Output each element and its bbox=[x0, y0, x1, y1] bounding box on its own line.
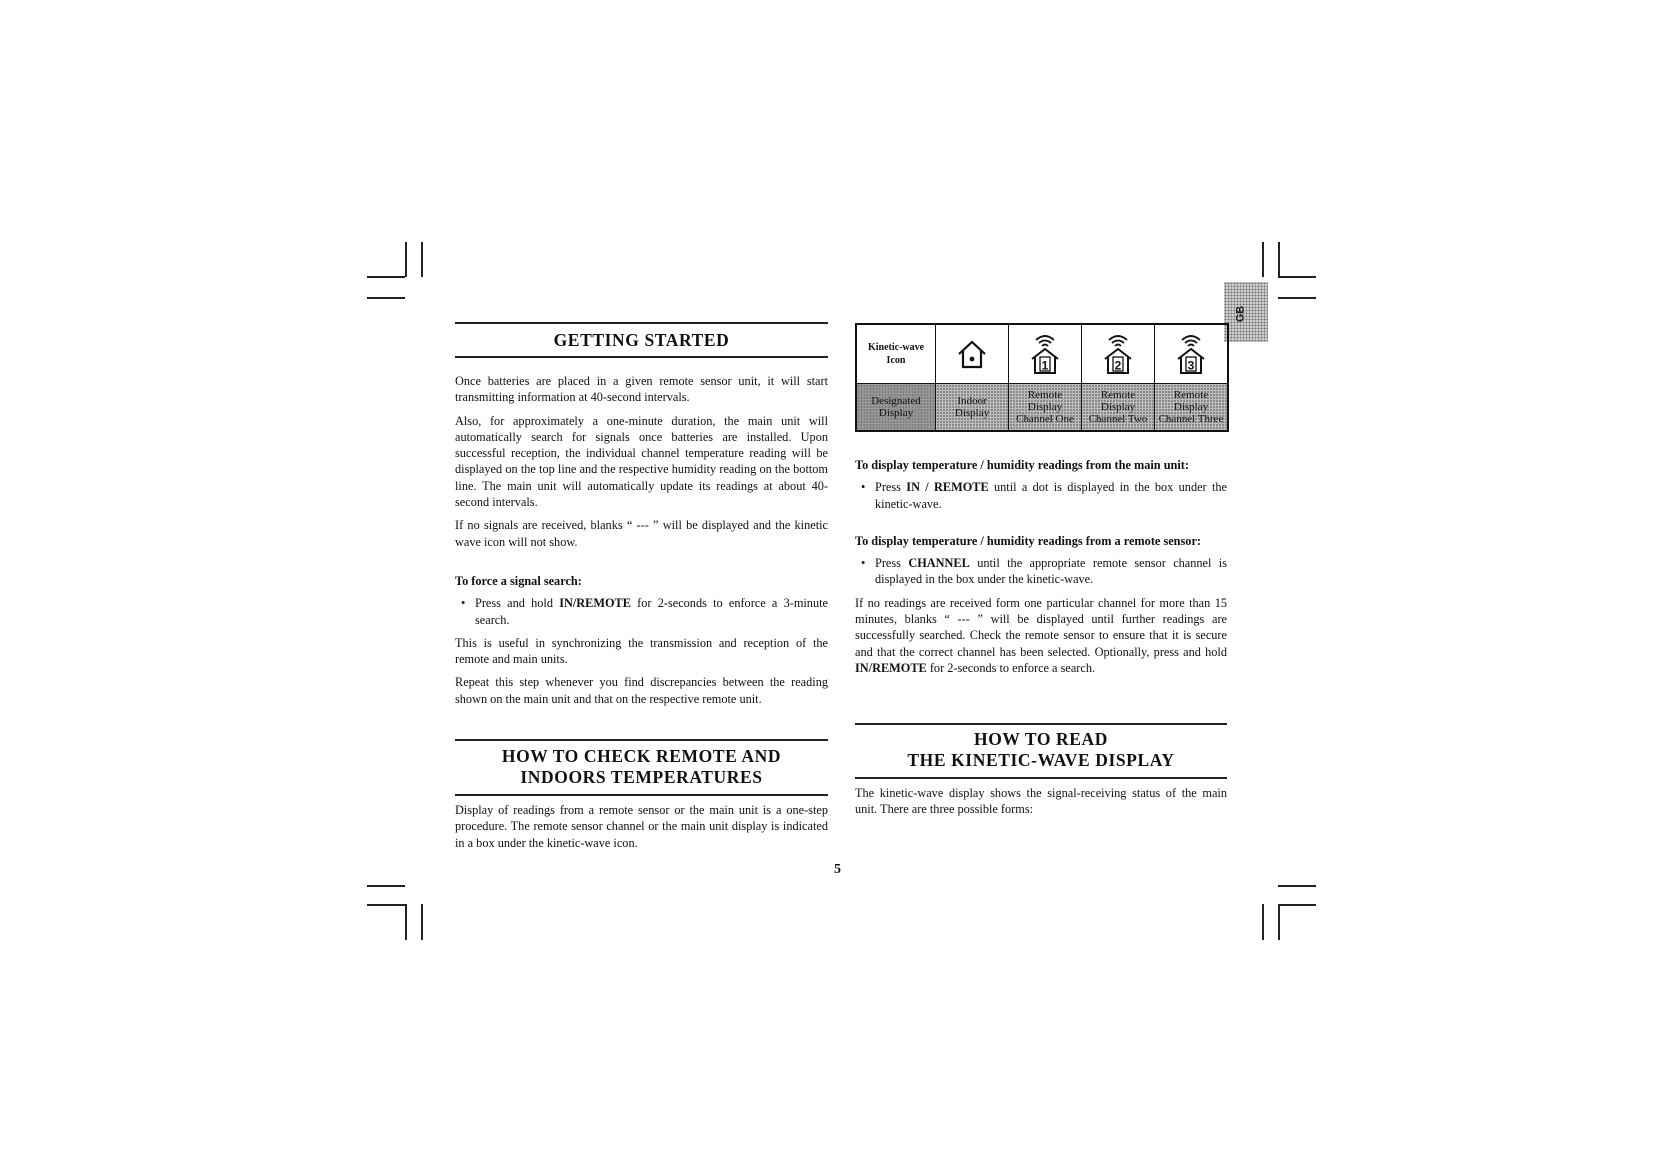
crop-mark bbox=[367, 885, 405, 887]
cell-text: Remote bbox=[1100, 389, 1136, 401]
subheading: To display temperature / humidity readings from the main unit: bbox=[855, 458, 1189, 472]
rule bbox=[455, 794, 828, 796]
section-title: HOW TO CHECK REMOTE AND bbox=[501, 746, 782, 766]
crop-mark bbox=[367, 904, 405, 906]
cell-text: Display bbox=[954, 407, 990, 419]
bullet-icon: • bbox=[861, 480, 866, 495]
paragraph: This is useful in synchronizing the transmission and reception of the remote and main units. bbox=[455, 635, 828, 667]
crop-mark bbox=[405, 904, 407, 940]
section-title: HOW TO READ bbox=[974, 729, 1108, 749]
cell-text: Designated bbox=[871, 395, 921, 407]
list-item bbox=[455, 595, 828, 628]
rule bbox=[455, 322, 828, 324]
paragraph: Display of readings from a remote sensor or the main unit is a one-step procedure. The remote sensor channel or the main unit display is indicated in a box under the kinetic-wave icon. bbox=[455, 803, 828, 850]
rule bbox=[455, 356, 828, 358]
crop-mark bbox=[1278, 276, 1316, 278]
table-cell-channel-two bbox=[1082, 384, 1155, 432]
bullet-icon: • bbox=[461, 596, 466, 611]
paragraph: The kinetic-wave display shows the signal-receiving status of the main unit. There are three possible forms: bbox=[855, 786, 1227, 817]
cell-text: Channel One bbox=[1016, 413, 1074, 425]
subheading: To force a signal search: bbox=[455, 573, 582, 588]
remote-channel-1-icon bbox=[1009, 324, 1082, 384]
text: If no readings are received form one particular channel for more than 15 minutes, blanks “ --- ” will be displayed until further readings are successfully searched. Check the remote sensor to ensure that it is secure and that the correct channel has been selected. Optionally, press and hold bbox=[855, 595, 1227, 659]
text: until a dot is displayed in the box under the kinetic-wave. bbox=[875, 480, 1227, 511]
cell-text: Display bbox=[878, 407, 914, 419]
text: Press and hold bbox=[475, 596, 560, 611]
crop-mark bbox=[1278, 904, 1280, 940]
svg-text:1: 1 bbox=[1041, 358, 1049, 373]
paragraph: Repeat this step whenever you find discrepancies between the reading shown on the main unit and that on the respective remote unit. bbox=[455, 675, 828, 706]
rule bbox=[855, 777, 1227, 779]
cell-text: Remote bbox=[1027, 389, 1063, 401]
section-title: INDOORS TEMPERATURES bbox=[520, 767, 763, 787]
indoor-house-icon bbox=[936, 324, 1009, 384]
remote-channel-3-icon bbox=[1155, 324, 1229, 384]
cell-text: Channel Three bbox=[1158, 413, 1224, 425]
text: for 2-seconds to enforce a search. bbox=[926, 660, 1096, 675]
button-name: IN/REMOTE bbox=[559, 596, 631, 611]
text: Press bbox=[875, 480, 907, 495]
crop-mark bbox=[421, 904, 423, 940]
button-name: IN / REMOTE bbox=[906, 480, 989, 495]
crop-mark bbox=[421, 242, 423, 277]
crop-mark bbox=[1278, 885, 1316, 887]
section-title: THE KINETIC-WAVE DISPLAY bbox=[907, 750, 1175, 770]
crop-mark bbox=[367, 297, 405, 299]
list-item bbox=[855, 555, 1227, 588]
table-cell-channel-one bbox=[1009, 384, 1082, 432]
header-text: Kinetic-wave bbox=[867, 342, 925, 353]
rule bbox=[855, 723, 1227, 725]
check-temps-section bbox=[455, 739, 828, 858]
crop-mark bbox=[1262, 242, 1264, 277]
language-tab-label: GB bbox=[1234, 305, 1247, 323]
button-name: CHANNEL bbox=[908, 556, 970, 571]
table-cell-channel-three bbox=[1155, 384, 1229, 432]
cell-text: Channel Two bbox=[1088, 413, 1148, 425]
language-tab bbox=[1224, 282, 1268, 342]
right-column bbox=[855, 457, 1227, 683]
header-text: Icon bbox=[886, 355, 906, 366]
svg-text:2: 2 bbox=[1114, 358, 1122, 373]
left-column bbox=[455, 322, 828, 714]
text: Press bbox=[875, 556, 909, 571]
crop-mark bbox=[405, 242, 407, 277]
cell-text: Display bbox=[1100, 401, 1136, 413]
crop-mark bbox=[1262, 904, 1264, 940]
crop-mark bbox=[367, 276, 405, 278]
crop-mark bbox=[1278, 904, 1316, 906]
kinetic-wave-table bbox=[855, 323, 1229, 432]
read-display-section bbox=[855, 723, 1227, 825]
text: until the appropriate remote sensor channel is displayed in the box under the kinetic-wave. bbox=[875, 556, 1227, 587]
rule bbox=[455, 739, 828, 741]
paragraph: If no signals are received, blanks “ --- ” will be displayed and the kinetic wave icon will not show. bbox=[455, 518, 828, 549]
paragraph: Also, for approximately a one-minute duration, the main unit will automatically search for signals once batteries are installed. Upon successful reception, the individual channel temperature reading will be displayed on the top line and the respective humidity reading on the bottom line. The main unit will automatically update its readings at about 40-second intervals. bbox=[455, 413, 828, 510]
text: for 2-seconds to enforce a 3-minute search. bbox=[475, 596, 828, 627]
remote-channel-2-icon bbox=[1082, 324, 1155, 384]
list-item bbox=[855, 479, 1227, 512]
bullet-icon: • bbox=[861, 556, 866, 571]
paragraph bbox=[855, 595, 1227, 676]
section-title: GETTING STARTED bbox=[553, 330, 730, 350]
button-name: IN/REMOTE bbox=[855, 660, 927, 675]
cell-text: Display bbox=[1027, 401, 1063, 413]
table-cell-designated bbox=[856, 384, 936, 432]
subheading: To display temperature / humidity readings from a remote sensor: bbox=[855, 533, 1202, 548]
page-number: 5 bbox=[834, 862, 841, 877]
crop-mark bbox=[1278, 242, 1280, 277]
table-header bbox=[856, 324, 936, 384]
cell-text: Indoor bbox=[957, 395, 987, 407]
crop-mark bbox=[1278, 297, 1316, 299]
cell-text: Remote bbox=[1173, 389, 1209, 401]
table-cell-indoor bbox=[936, 384, 1009, 432]
svg-text:3: 3 bbox=[1187, 358, 1195, 373]
paragraph: Once batteries are placed in a given remote sensor unit, it will start transmitting information at 40-second intervals. bbox=[455, 374, 828, 405]
cell-text: Display bbox=[1173, 401, 1209, 413]
